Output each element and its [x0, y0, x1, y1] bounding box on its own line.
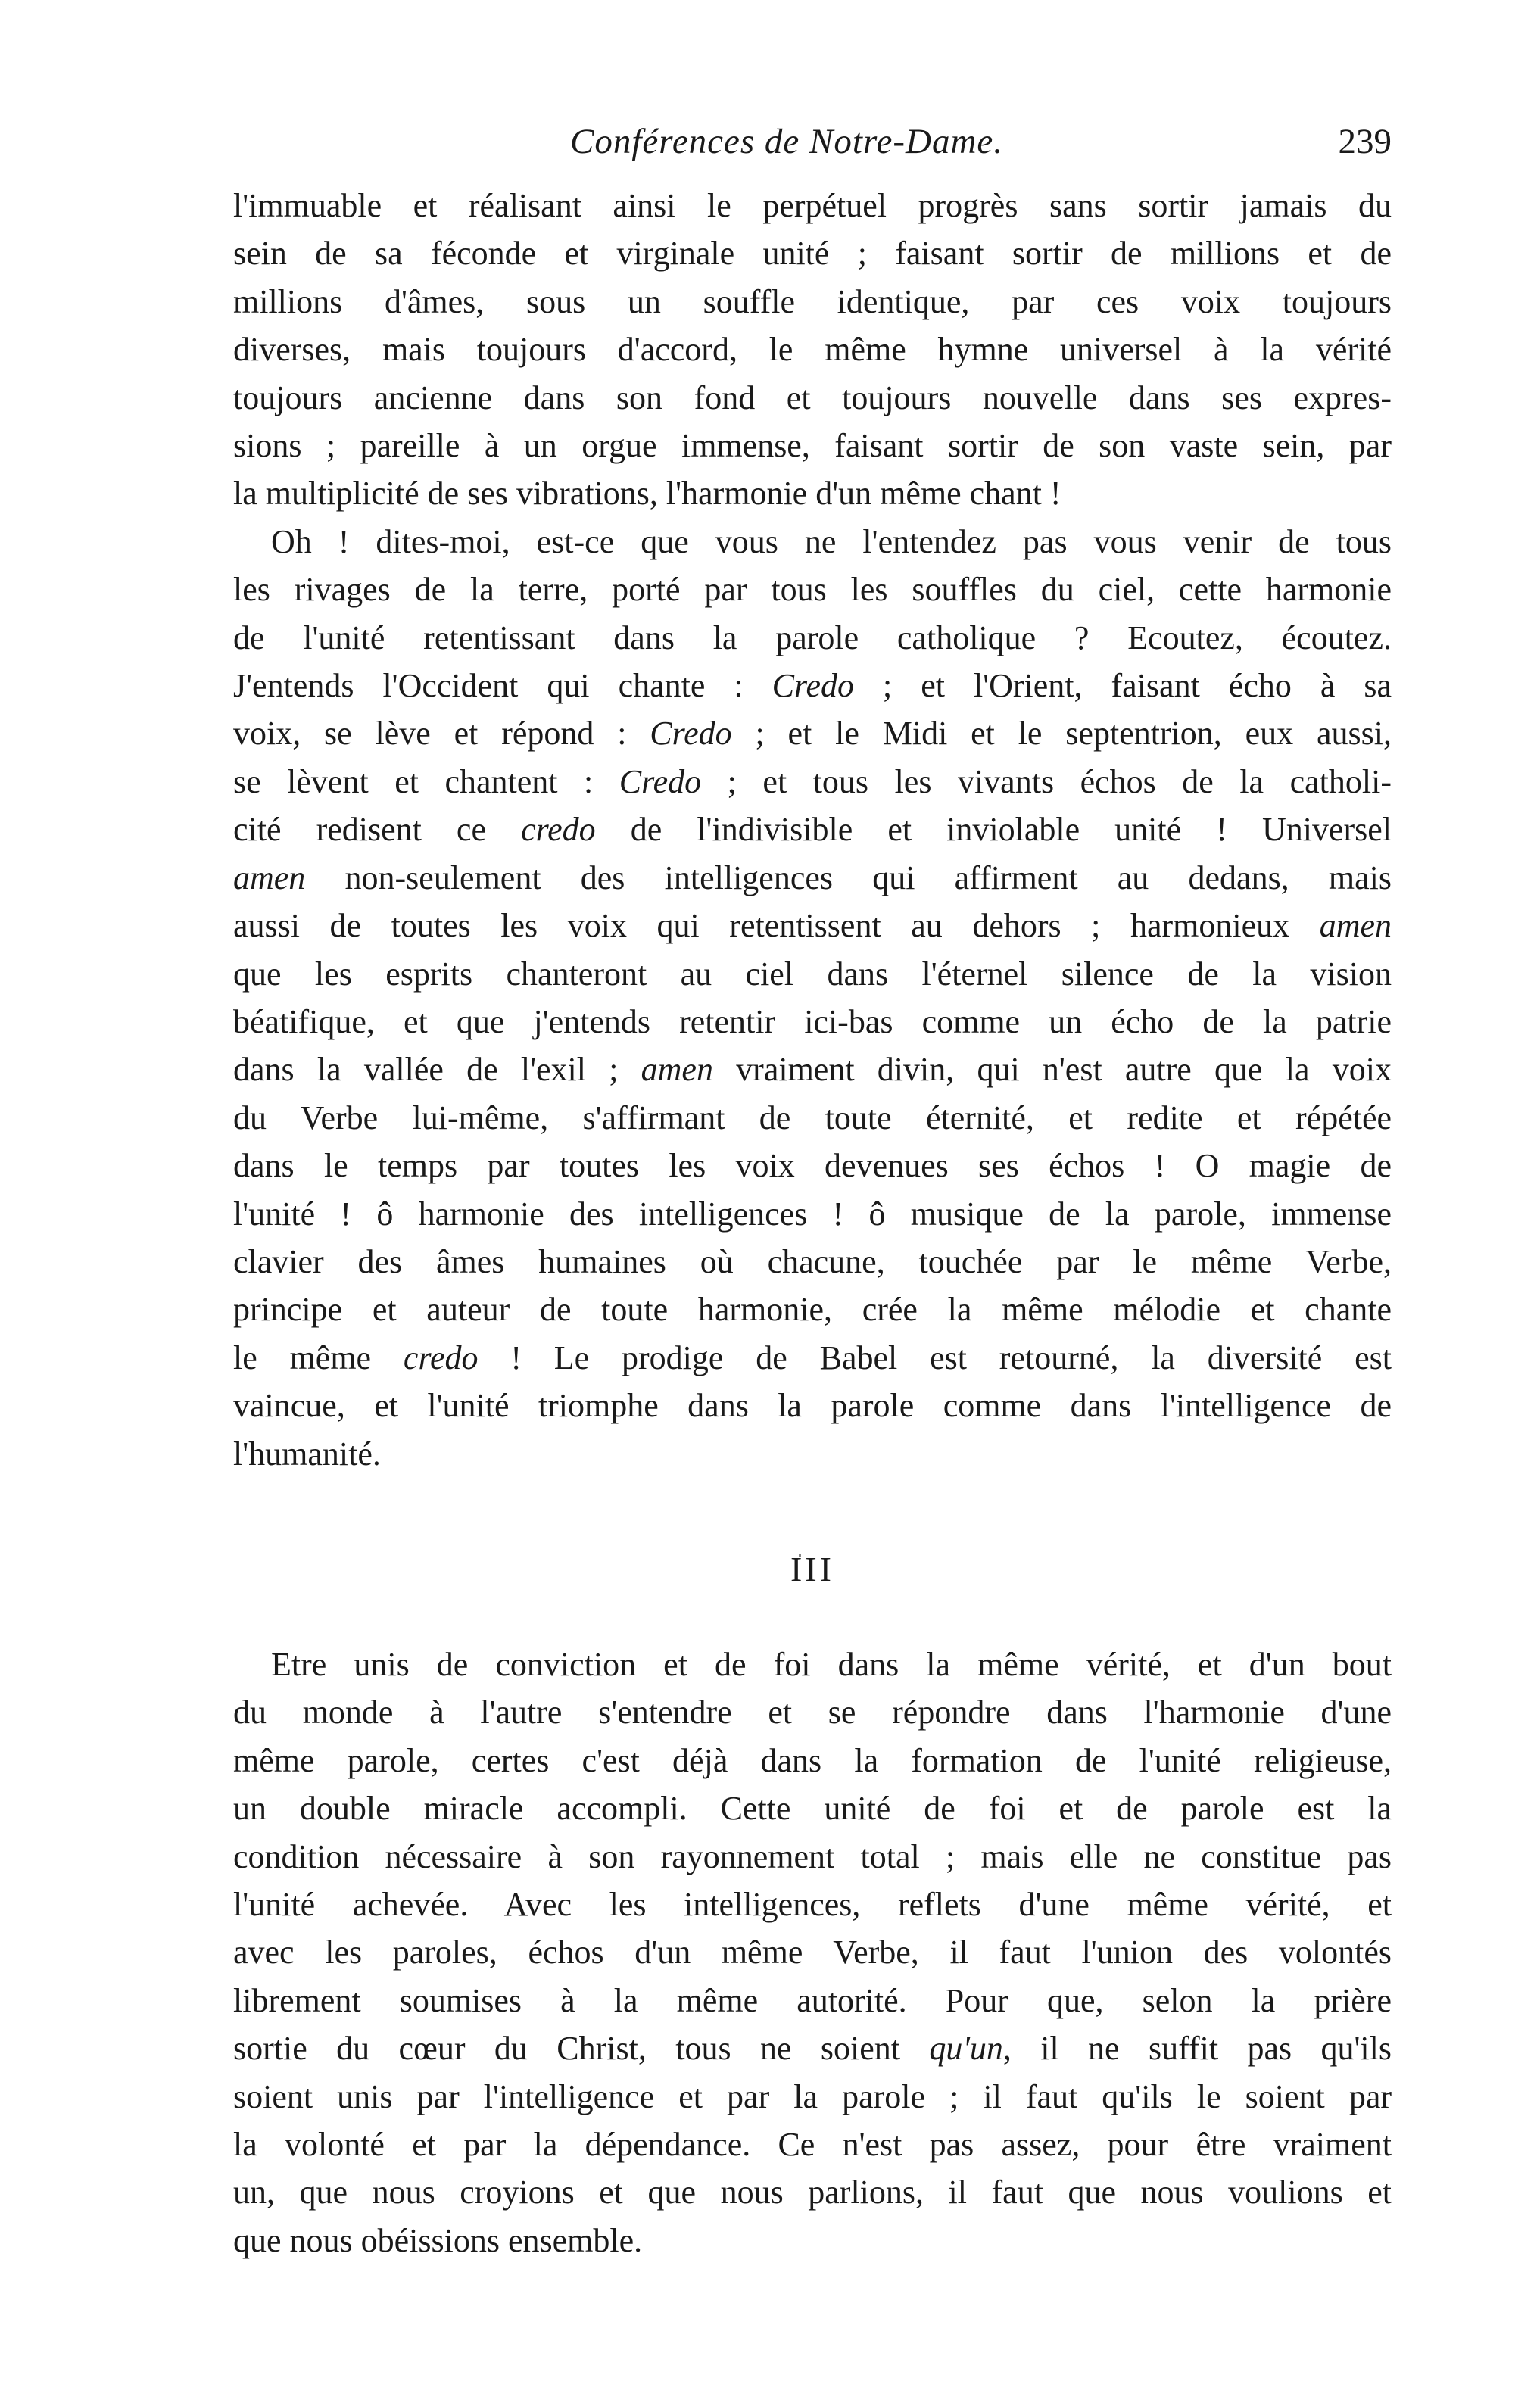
text-line: Etre unis de conviction et de foi dans la même vérité, et d'un bout: [271, 1645, 1392, 1683]
text-line: de l'unité retentissant dans la parole catholique ? Ecoutez, écoutez.: [233, 619, 1392, 656]
text-line: du Verbe lui-même, s'affirmant de toute éternité, et redite et répétée: [233, 1099, 1392, 1136]
running-head: [233, 121, 1392, 182]
section-spacer: [233, 1478, 1392, 1549]
section-heading: III: [790, 1549, 834, 1588]
text-line: dans la vallée de l'exil ; amen vraiment divin, qui n'est autre que la voix: [233, 1051, 1392, 1089]
text-line: que les esprits chanteront au ciel dans l'éternel silence de la vision: [233, 955, 1392, 993]
text-line: l'unité ! ô harmonie des intelligences ! ô musique de la parole, immense: [233, 1195, 1392, 1233]
text-line: dans le temps par toutes les voix devenues ses échos ! O magie de: [233, 1147, 1392, 1185]
page-number: 239: [1338, 122, 1392, 161]
text-line: avec les paroles, échos d'un même Verbe, il faut l'union des volontés: [233, 1934, 1392, 1971]
running-head-title: Conférences de Notre-Dame.: [570, 122, 1004, 161]
text-line: l'humanité.: [233, 1435, 381, 1473]
text-line: aussi de toutes les voix qui retentissent au dehors ; harmonieux amen: [233, 907, 1392, 945]
text-line: même parole, certes c'est déjà dans la formation de l'unité religieuse,: [233, 1741, 1392, 1779]
text-line: le même credo ! Le prodige de Babel est retourné, la diversité est: [233, 1339, 1392, 1376]
text-line: Oh ! dites-moi, est-ce que vous ne l'entendez pas vous venir de tous: [271, 522, 1392, 560]
text-line: les rivages de la terre, porté par tous les souffles du ciel, cette harmonie: [233, 571, 1392, 609]
text-line: amen non-seulement des intelligences qui affirment au dedans, mais: [233, 859, 1392, 896]
book-page: [233, 121, 1392, 2264]
text-line: béatifique, et que j'entends retentir ici-bas comme un écho de la patrie: [233, 1002, 1392, 1040]
text-line: du monde à l'autre s'entendre et se répondre dans l'harmonie d'une: [233, 1694, 1392, 1731]
text-line: la multiplicité de ses vibrations, l'harmonie d'un même chant !: [233, 475, 1061, 513]
text-line: voix, se lève et répond : Credo ; et le Midi et le septentrion, eux aussi,: [233, 715, 1392, 753]
text-line: millions d'âmes, sous un souffle identique, par ces voix toujours: [233, 282, 1392, 320]
paragraph-3: [233, 1641, 1392, 2264]
text-line: soient unis par l'intelligence et par la parole ; il faut qu'ils le soient par: [233, 2077, 1392, 2115]
text-line: sions ; pareille à un orgue immense, faisant sortir de son vaste sein, par: [233, 427, 1392, 465]
text-line: un, que nous croyions et que nous parlions, il faut que nous voulions et: [233, 2174, 1392, 2211]
text-line: l'unité achevée. Avec les intelligences, reflets d'une même vérité, et: [233, 1886, 1392, 1923]
text-line: librement soumises à la même autorité. Pour que, selon la prière: [233, 1981, 1392, 2019]
text-line: se lèvent et chantent : Credo ; et tous les vivants échos de la catholi-: [233, 762, 1392, 800]
text-line: diverses, mais toujours d'accord, le même hymne universel à la vérité: [233, 331, 1392, 369]
text-line: sein de sa féconde et virginale unité ; faisant sortir de millions et de: [233, 235, 1392, 273]
text-line: un double miracle accompli. Cette unité de foi et de parole est la: [233, 1790, 1392, 1828]
text-line: cité redisent ce credo de l'indivisible et inviolable unité ! Universel: [233, 811, 1392, 849]
text-line: l'immuable et réalisant ainsi le perpétuel progrès sans sortir jamais du: [233, 187, 1392, 224]
text-line: la volonté et par la dépendance. Ce n'est pas assez, pour être vraiment: [233, 2126, 1392, 2164]
text-line: vaincue, et l'unité triomphe dans la parole comme dans l'intelligence de: [233, 1387, 1392, 1425]
text-line: sortie du cœur du Christ, tous ne soient qu'un, il ne suffit pas qu'ils: [233, 2030, 1392, 2068]
text-line: J'entends l'Occident qui chante : Credo ; et l'Orient, faisant écho à sa: [233, 667, 1392, 705]
text-line: toujours ancienne dans son fond et toujours nouvelle dans ses expres-: [233, 379, 1392, 416]
paragraph-1: [233, 182, 1392, 518]
text-line: que nous obéissions ensemble.: [233, 2221, 643, 2259]
text-line: principe et auteur de toute harmonie, crée la même mélodie et chante: [233, 1291, 1392, 1329]
section-spacer: [233, 1589, 1392, 1641]
text-line: clavier des âmes humaines où chacune, touchée par le même Verbe,: [233, 1242, 1392, 1280]
text-line: condition nécessaire à son rayonnement total ; mais elle ne constitue pas: [233, 1837, 1392, 1875]
paragraph-2: [233, 518, 1392, 1478]
